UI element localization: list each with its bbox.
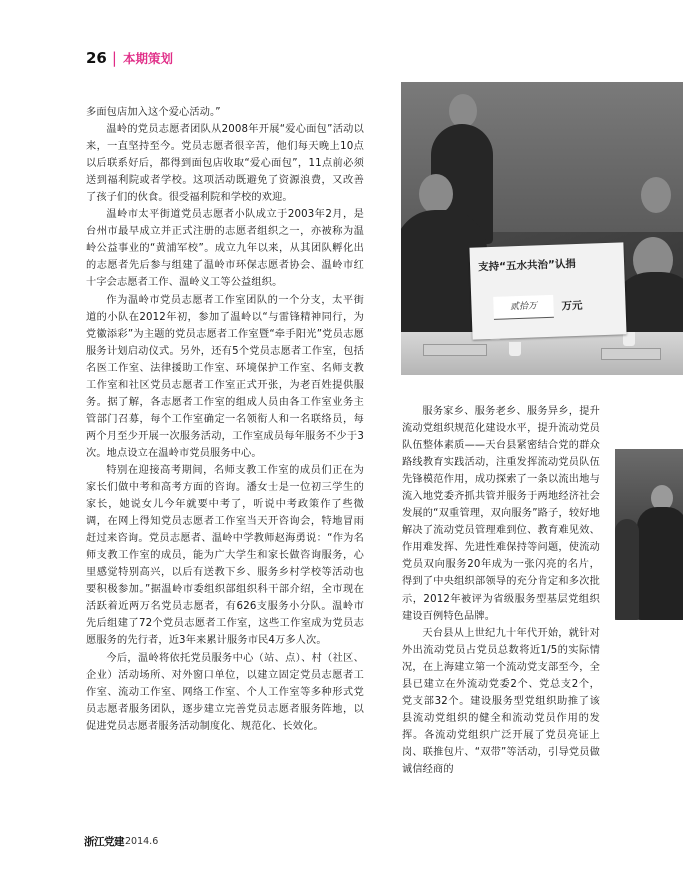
sign-unit: 万元 (561, 299, 583, 313)
left-article-column (86, 104, 364, 735)
sign-amount: 贰拾万 (493, 295, 554, 320)
page-header (86, 49, 173, 67)
cup (509, 342, 521, 356)
paragraph: 今后，温岭将依托党员服务中心（站、点）、村（社区、企业）活动场所、对外窗口单位，以建立固定党员志愿者工作室、流动工作室、网络工作室、个人工作室等多种形式党员志愿者服务团队，逐步建立完善党员志愿者服务阵地，以促进党员志愿者服务活动制度化、规范化、长效化。 (86, 652, 364, 732)
page-number: 26 (86, 49, 107, 67)
paragraph: 作为温岭市党员志愿者工作室团队的一个分支，太平街道的小队在2012年初，参加了温岭以“与雷锋精神同行，为党徽添彩”为主题的党员志愿者工作室暨“牵手阳光”党员志愿服务计划启动仪式。另外，还有5个党员志愿者工作室，包括名医工作室、法律援助工作室、环境保护工作室、名师支教工作室和社区党员志愿者工作室正式开张，为老百姓提供服务。据了解，各志愿者工作室的组成人员由各工作室业务主管部门召募，每个工作室确定一名领衔人和一名联络员，每两个月至少开展一次服务活动，工作室成员每年服务不少于3次。地点设立在温岭市党员服务中心。 (86, 294, 364, 459)
paragraph: 多面包店加入这个爱心活动。” (86, 107, 221, 118)
page-footer (84, 834, 158, 849)
donation-meeting-photo (401, 82, 683, 375)
paragraph: 温岭市太平街道党员志愿者小队成立于2003年2月，是台州市最早成立并正式注册的志愿者组织之一，亦被称为温岭公益事业的“黄浦军校”。成立九年以来，从其团队孵化出的志愿者先后参与组建了温岭市环保志愿者协会、温岭市红十字会志愿者工作、温岭义工等公益组织。 (86, 209, 364, 289)
header-separator: | (111, 49, 117, 67)
person-head (419, 174, 453, 214)
paragraph: 服务家乡、服务老乡、服务异乡，提升流动党组织规范化建设水平，提升流动党员队伍整体素质——天台县紧密结合党的群众路线教育实践活动，注重发挥流动党员队伍先锋模范作用，成功探索了一条以流出地与流入地党委齐抓共管并服务于两地经济社会发展的“双重管理，双向服务”路子，较好地解决了流动党员管理难到位、教育难见效、作用难发挥、先进性难保持等问题，使流动党员双向服务20年成为一张闪亮的名片，得到了中央组织部领导的充分肯定和多次批示，2012年被评为省级服务型基层党组织建设百例特色品牌。 (402, 406, 600, 622)
right-article-column (402, 403, 600, 778)
name-plate (423, 344, 487, 356)
person-head (449, 94, 477, 128)
name-plate (601, 348, 661, 360)
person-head (641, 177, 671, 213)
person-figure (615, 519, 639, 620)
donation-sign (469, 242, 626, 339)
section-title: 本期策划 (122, 51, 173, 66)
sign-title: 支持“五水共治”认捐 (477, 258, 577, 274)
issue-date: 2014.6 (125, 836, 159, 847)
magazine-logo: 浙江党建 (84, 836, 124, 848)
paragraph: 天台县从上世纪九十年代开始，就针对外出流动党员占党员总数将近1/5的实际情况，在上海建立第一个流动党支部至今，全县已建立在外流动党委2个、党总支2个，党支部32个。建设服务型党组织助推了该县流动党组织的健全和流动党员作用的发挥。各流动党组织广泛开展了党员亮证上岗、联推包片、“双带”等活动，引导党员做诚信经商的 (402, 627, 600, 775)
activity-photo (615, 449, 683, 620)
paragraph: 温岭的党员志愿者团队从2008年开展“爱心面包”活动以来，一直坚持至今。党员志愿者很辛苦，他们每天晚上10点以后联系好后，都得到面包店收取“爱心面包”，11点前必须送到福利院或者学校。这项活动既避免了资源浪费，又改善了孩子们的伙食。很受福利院和学校的欢迎。 (86, 124, 364, 204)
person-figure (637, 507, 683, 620)
paragraph: 特别在迎接高考期间，名师支教工作室的成员们正在为家长们做中考和高考方面的咨询。潘女士是一位初三学生的家长，她说女儿今年就要中考了，听说中考政策作了些微调，在网上得知党员志愿者工作室当天开咨询会，特地冒雨赶过来咨询。党员志愿者、温岭中学教师赵海勇说：“作为名师支教工作室的成员，能为广大学生和家长做咨询服务，心里感觉特别高兴，以后有送教下乡、服务乡村学校等活动也要积极参加。”据温岭市委组织部组织科干部介绍，全市现在活跃着近两万名党员志愿者，有626支服务小分队。温岭市先后组建了72个党员志愿者工作室，这些工作室成为党员志愿服务的先行者，近3年来累计服务市民4万多人次。 (86, 464, 364, 647)
